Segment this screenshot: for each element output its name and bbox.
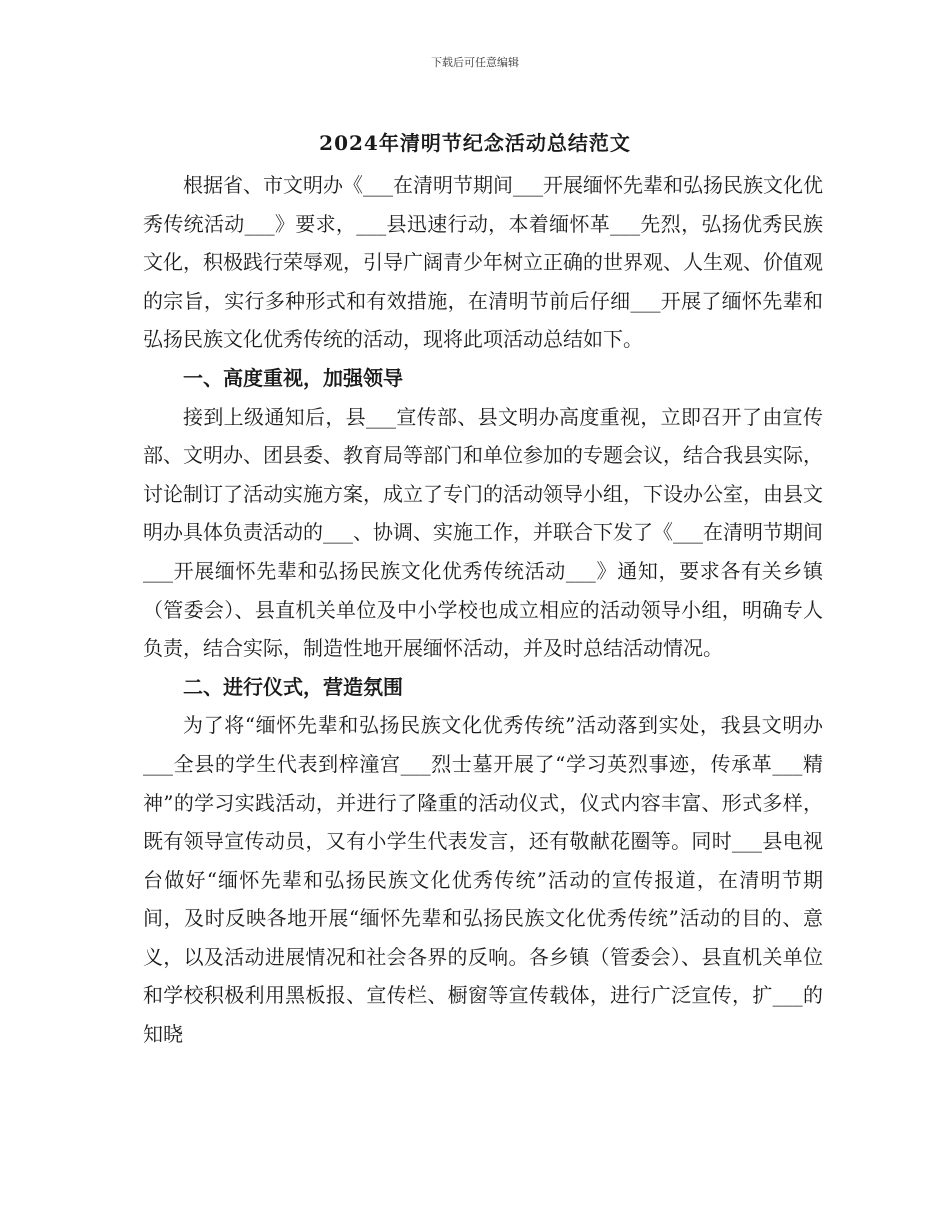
section-2-paragraph: 为了将“缅怀先辈和弘扬民族文化优秀传统”活动落到实处，我县文明办___全县的学生代表到梓潼宫___烈士墓开展了“学习英烈事迹，传承革___精神”的学习实践活动，并进行了隆重的活动仪式，仪式内容丰富、形式多样，既有领导宣传动员，又有小学生代表发言，还有敬献花圈等。同时___县电视台做好“缅怀先辈和弘扬民族文化优秀传统”活动的宣传报道，在清明节期间，及时反映各地开展“缅怀先辈和弘扬民族文化优秀传统”活动的目的、意义，以及活动进展情况和社会各界的反响。各乡镇（管委会）、县直机关单位和学校积极利用黑板报、宣传栏、橱窗等宣传载体，进行广泛宣传，扩___的知晓 (143, 713, 823, 1047)
document-title: 2024年清明节纪念活动总结范文 (319, 131, 631, 155)
section-heading-2: 二、进行仪式，营造氛围 (183, 674, 403, 699)
intro-paragraph: 根据省、市文明办《___在清明节期间___开展缅怀先辈和弘扬民族文化优秀传统活动___》要求，___县迅速行动，本着缅怀革___先烈，弘扬优秀民族文化，积极践行荣辱观，引导广阔青少年树立正确的世界观、人生观、价值观的宗旨，实行多种形式和有效措施，在清明节前后仔细___开展了缅怀先辈和弘扬民族文化优秀传统的活动，现将此项活动总结如下。 (143, 173, 823, 352)
document-body (143, 166, 823, 1054)
section-1-paragraph: 接到上级通知后，县___宣传部、县文明办高度重视，立即召开了由宣传部、文明办、团县委、教育局等部门和单位参加的专题会议，结合我县实际，讨论制订了活动实施方案，成立了专门的活动领导小组，下设办公室，由县文明办具体负责活动的___、协调、实施工作，并联合下发了《___在清明节期间___开展缅怀先辈和弘扬民族文化优秀传统活动___》通知，要求各有关乡镇（管委会）、县直机关单位及中小学校也成立相应的活动领导小组，明确专人负责，结合实际，制造性地开展缅怀活动，并及时总结活动情况。 (143, 404, 823, 661)
page-header-note: 下载后可任意编辑 (431, 56, 519, 69)
section-heading-1: 一、高度重视，加强领导 (183, 365, 403, 390)
